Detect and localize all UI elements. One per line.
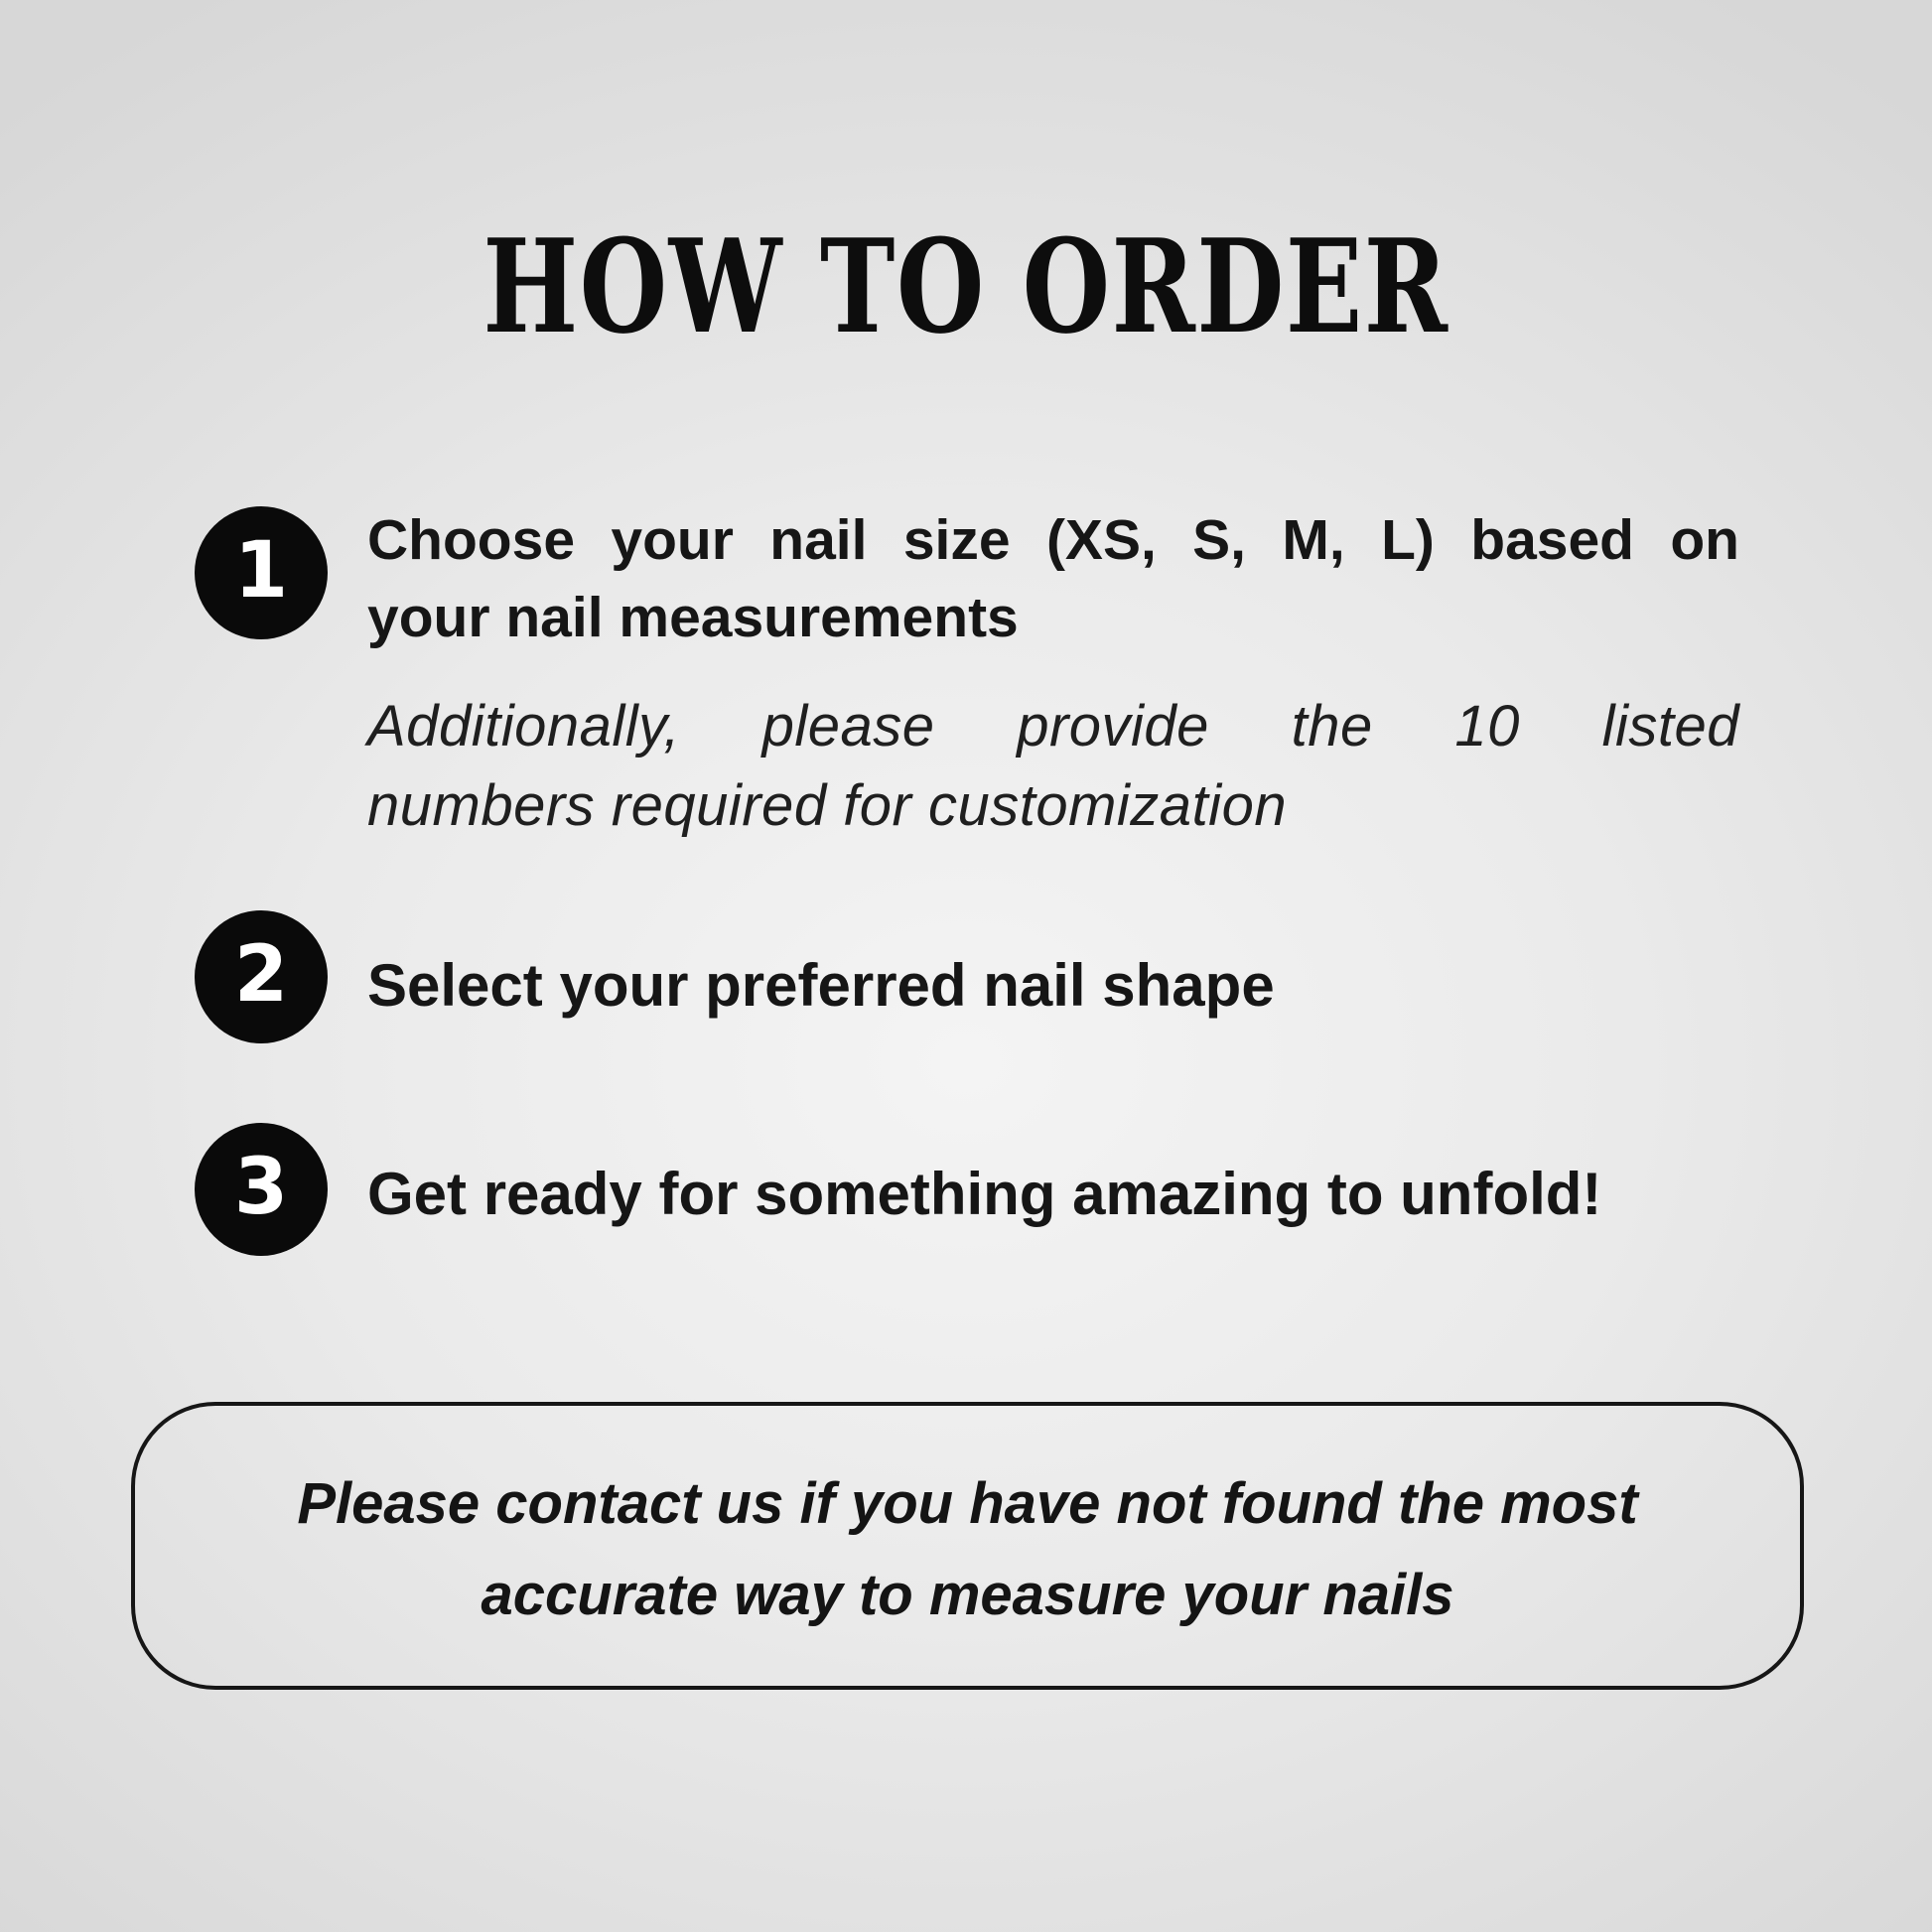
step-1-text-line-2: your nail measurements [367,586,1019,649]
page-title: HOW TO ORDER [483,210,1449,362]
step-1-number: 1 [233,526,289,616]
step-1-badge [195,506,328,639]
step-3-text: Get ready for something amazing to unfold! [367,1161,1602,1227]
step-3-badge [195,1123,328,1256]
step-2-badge [195,910,328,1043]
step-1-text-line-1: Choose your nail size (XS, S, M, L) based on [367,508,1739,572]
step-2-text: Select your preferred nail shape [367,952,1275,1019]
step-1-note-line-2: numbers required for customization [367,773,1288,838]
contact-note-line-2: accurate way to measure your nails [481,1563,1454,1627]
step-3-number: 3 [233,1143,289,1232]
contact-note-line-1: Please contact us if you have not found the most [297,1471,1638,1536]
step-1-note-line-1: Additionally, please provide the 10 listed [367,694,1739,759]
step-2-number: 2 [233,930,289,1020]
step-1-text [367,501,1739,656]
step-1-note [367,687,1739,846]
contact-note-box [131,1402,1804,1690]
